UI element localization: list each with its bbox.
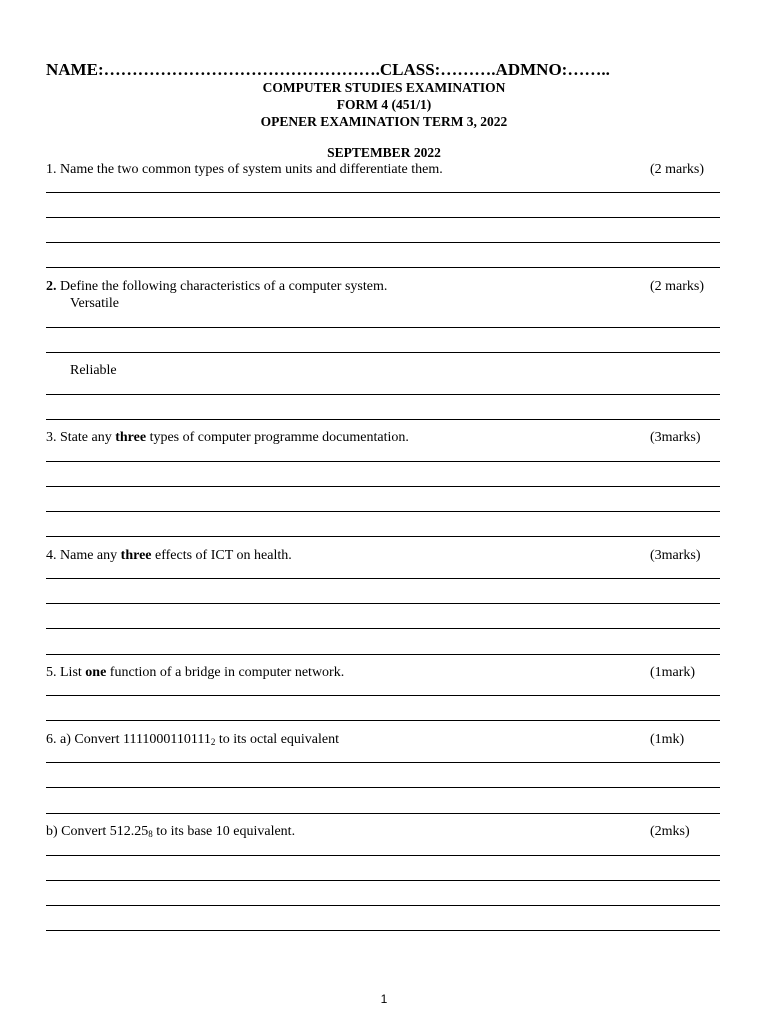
question-2-item-reliable: Reliable [70, 363, 117, 378]
question-6b [46, 824, 295, 840]
answer-line [46, 578, 720, 579]
exam-form: FORM 4 (451/1) [336, 97, 432, 112]
question-3-emphasis: three [115, 430, 147, 445]
answer-line [46, 813, 720, 814]
question-2-marks: (2 marks) [650, 279, 705, 294]
question-3-marks: (3marks) [650, 430, 701, 445]
answer-line [46, 327, 720, 328]
answer-line [46, 486, 720, 487]
answer-line [46, 930, 720, 931]
answer-line [46, 787, 720, 788]
question-4-text-post: effects of ICT on health. [151, 548, 292, 563]
answer-line [46, 192, 720, 193]
exam-title: COMPUTER STUDIES EXAMINATION [262, 80, 506, 95]
answer-line [46, 461, 720, 462]
question-3-text-post: types of computer programme documentation. [146, 430, 409, 445]
question-4-emphasis: three [120, 548, 152, 563]
question-4 [46, 548, 292, 564]
page-number: 1 [380, 992, 388, 1006]
question-1-marks: (2 marks) [650, 162, 705, 177]
question-6b-text-post: to its base 10 equivalent. [152, 824, 296, 839]
question-2-number: 2. [46, 279, 57, 294]
answer-line [46, 654, 720, 655]
answer-line [46, 628, 720, 629]
exam-term: OPENER EXAMINATION TERM 3, 2022 [260, 114, 508, 129]
question-6a-base: 2 [210, 737, 216, 747]
answer-line [46, 762, 720, 763]
answer-line [46, 905, 720, 906]
question-4-marks: (3marks) [650, 548, 701, 563]
answer-line [46, 603, 720, 604]
question-5-text-post: function of a bridge in computer network. [106, 665, 345, 680]
question-3 [46, 430, 409, 446]
question-2-item-versatile: Versatile [70, 296, 119, 311]
question-3-text-pre: 3. State any [46, 430, 116, 445]
answer-line [46, 419, 720, 420]
answer-line [46, 217, 720, 218]
question-4-text-pre: 4. Name any [46, 548, 121, 563]
question-5 [46, 665, 344, 681]
question-6b-base: 8 [148, 829, 153, 839]
question-5-marks: (1mark) [650, 665, 696, 680]
question-6a [46, 732, 339, 748]
question-1: 1. Name the two common types of system units and differentiate them. [46, 162, 443, 177]
question-2-text: Define the following characteristics of a computer system. [56, 279, 388, 294]
answer-line [46, 242, 720, 243]
answer-line [46, 855, 720, 856]
answer-line [46, 880, 720, 881]
answer-line [46, 352, 720, 353]
answer-line [46, 511, 720, 512]
question-6a-text-pre: 6. a) Convert 1111000110111 [46, 732, 211, 747]
question-5-emphasis: one [85, 665, 107, 680]
question-6a-text-post: to its octal equivalent [215, 732, 340, 747]
exam-date: SEPTEMBER 2022 [327, 145, 441, 160]
question-2 [46, 279, 387, 295]
question-5-text-pre: 5. List [46, 665, 86, 680]
answer-line [46, 536, 720, 537]
question-6b-marks: (2mks) [650, 824, 690, 839]
question-6a-marks: (1mk) [650, 732, 685, 747]
answer-line [46, 394, 720, 395]
student-details-line: NAME:………………………………………….CLASS:……….ADMNO:…….. [46, 60, 610, 79]
question-6b-text-pre: b) Convert 512.25 [46, 824, 149, 839]
answer-line [46, 720, 720, 721]
answer-line [46, 267, 720, 268]
answer-line [46, 695, 720, 696]
